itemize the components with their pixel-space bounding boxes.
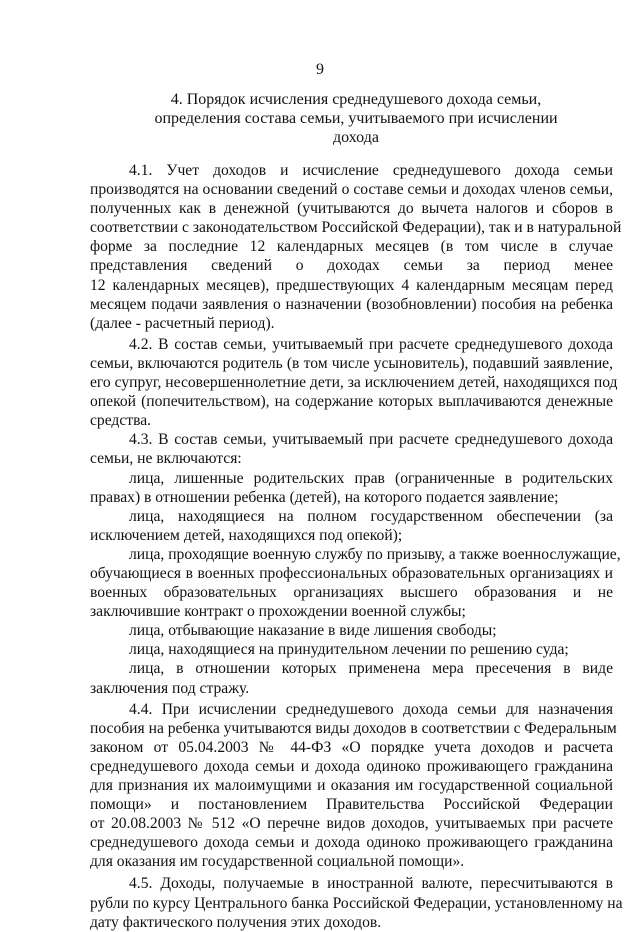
- text-line: 4.2. В состав семьи, учитываемый при расчете среднедушевого дохода: [129, 335, 613, 353]
- paragraph-4-4: [90, 700, 617, 872]
- text-line: 12 календарных месяцев), предшествующих 4 календарным месяцам перед: [90, 276, 613, 294]
- text-line: среднедушевого дохода семьи и дохода одиноко проживающего гражданина: [90, 834, 613, 852]
- text-line: соответствии с законодательством Российской Федерации), так и в натуральной: [90, 219, 622, 237]
- paragraph-4-5: [90, 874, 623, 931]
- text-line: семьи, включаются родитель (в том числе усыновитель), подавший заявление,: [90, 354, 613, 372]
- text-line: 4.3. В состав семьи, учитываемый при расчете среднедушевого дохода: [129, 431, 613, 449]
- text-line: рубли по курсу Центрального банка Российской Федерации, установленному на: [90, 894, 623, 912]
- text-line: для признания их малоимущими и оказания им государственной социальной: [90, 777, 613, 794]
- text-line: месяцем подачи заявления о назначении (возобновлении) пособия на ребенка: [90, 295, 613, 313]
- text-line: заключившие контракт о прохождении военной службы;: [90, 603, 466, 621]
- text-line: заключения под стражу.: [90, 679, 250, 697]
- list-item-deprived-rights: [90, 469, 613, 507]
- text-line: дату фактического получения этих доходов.: [90, 913, 382, 931]
- text-line: форме за последние 12 календарных месяцев (в том числе в случае: [90, 238, 613, 256]
- text-line: лица, отбывающие наказание в виде лишения свободы;: [129, 622, 497, 640]
- text-line: законом от 05.04.2003 № 44-ФЗ «О порядке учета доходов и расчета: [90, 738, 613, 756]
- text-line: от 20.08.2003 № 512 «О перечне видов доходов, учитываемых при расчете: [90, 815, 613, 833]
- text-line: помощи» и постановлением Правительства Российской Федерации: [90, 796, 613, 814]
- text-line: лица, находящиеся на полном государственном обеспечении (за: [129, 507, 613, 525]
- text-line: полученных как в денежной (учитываются до вычета налогов и сборов в: [90, 200, 613, 218]
- text-line: обучающиеся в военных профессиональных образовательных организациях и: [90, 564, 613, 582]
- page-number: 9: [316, 61, 324, 78]
- heading-line-3: дохода: [333, 129, 379, 146]
- text-line: представления сведений о доходах семьи за период менее: [90, 257, 613, 275]
- list-item-state-support: [90, 507, 613, 545]
- text-line: исключением детей, находящихся под опекой);: [90, 526, 403, 544]
- paragraph-4-3: [90, 430, 613, 468]
- paragraph-4-1: [90, 161, 622, 333]
- text-line: семьи, не включаются:: [90, 450, 242, 468]
- text-line: пособия на ребенка учитываются виды доходов в соответствии с Федеральным: [90, 719, 617, 737]
- section-heading: [150, 90, 562, 147]
- text-line: для оказания им государственной социальной помощи».: [90, 853, 465, 871]
- text-line: 4.1. Учет доходов и исчисление среднедушевого дохода семьи: [129, 162, 613, 179]
- text-line: среднедушевого дохода семьи и дохода одиноко проживающего гражданина: [90, 757, 613, 775]
- paragraph-4-2: [90, 335, 618, 430]
- text-line: (далее - расчетный период).: [90, 314, 275, 332]
- text-line: производятся на основании сведений о составе семьи и доходах членов семьи,: [90, 181, 613, 199]
- text-line: его супруг, несовершеннолетние дети, за исключением детей, находящихся под: [90, 374, 618, 392]
- text-line: опекой (попечительством), на содержание которых выплачиваются денежные: [90, 393, 613, 411]
- text-line: военных образовательных организациях высшего образования и не: [90, 584, 613, 602]
- text-line: 4.4. При исчислении среднедушевого дохода семьи для назначения: [129, 700, 613, 718]
- heading-line-1: 4. Порядок исчисления среднедушевого дохода семьи,: [170, 91, 542, 108]
- list-item-detention: [90, 659, 613, 697]
- text-line: лица, находящиеся на принудительном лечении по решению суда;: [129, 641, 569, 659]
- list-item-compulsory-treatment: [90, 640, 613, 659]
- text-line: лица, лишенные родительских прав (ограниченные в родительских: [129, 469, 613, 487]
- text-line: 4.5. Доходы, получаемые в иностранной валюте, пересчитываются в: [129, 875, 613, 893]
- text-line: лица, в отношении которых применена мера пресечения в виде: [129, 660, 613, 678]
- heading-line-2: определения состава семьи, учитываемого при исчислении: [154, 110, 558, 127]
- list-item-military-service: [90, 545, 621, 621]
- document-body: [90, 161, 623, 932]
- list-item-imprisonment: [90, 621, 613, 640]
- text-line: лица, проходящие военную службу по призыву, а также военнослужащие,: [129, 545, 621, 563]
- text-line: правах) в отношении ребенка (детей), на которого подается заявление;: [90, 488, 559, 506]
- text-line: средства.: [90, 412, 152, 430]
